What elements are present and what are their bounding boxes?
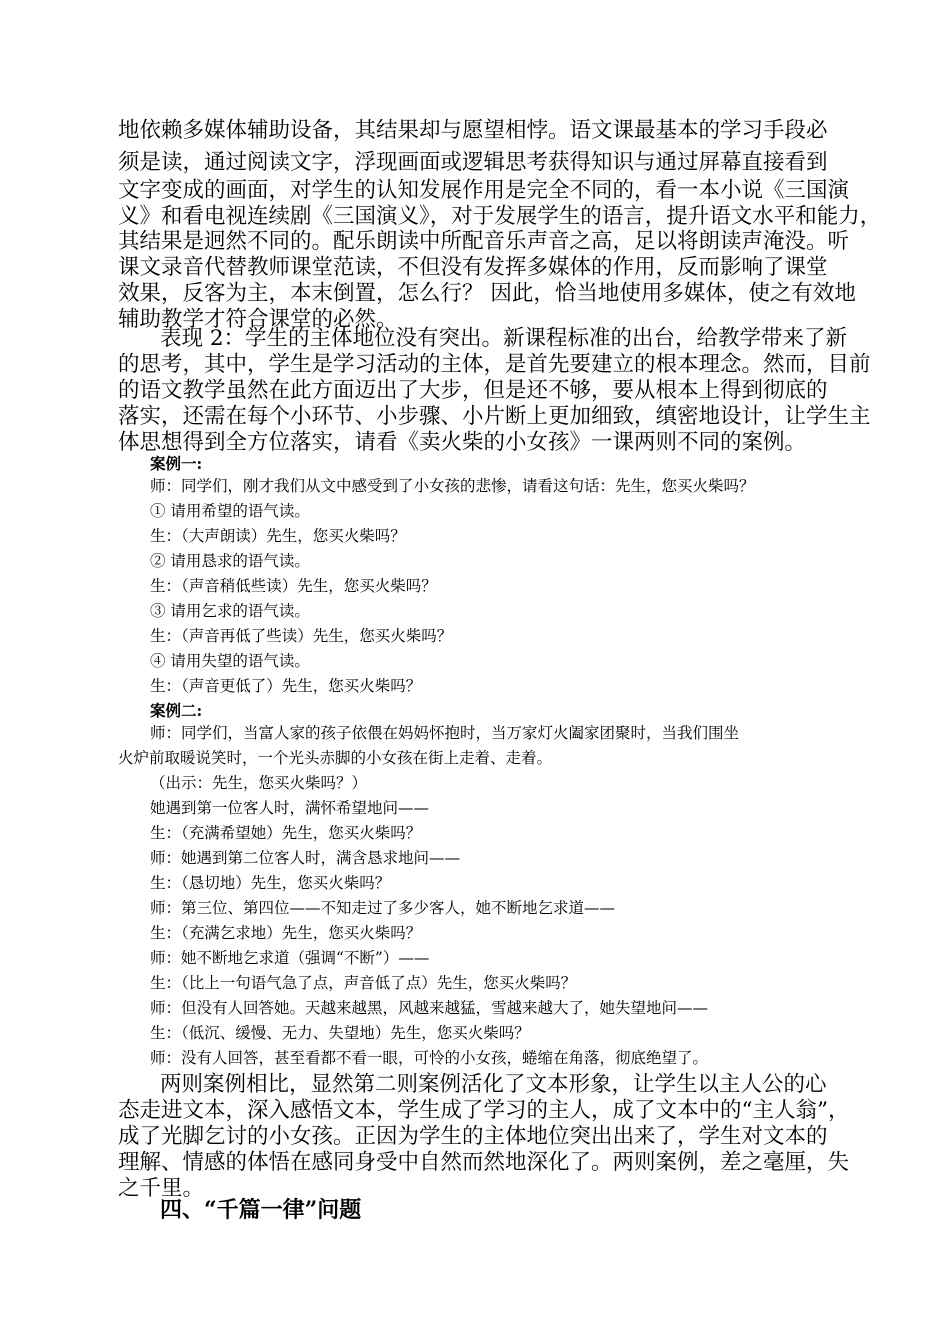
text-line: 的语文教学虽然在此方面迈出了大步，但是还不够，要从根本上得到彻底的 (118, 378, 828, 403)
dialogue-line: 生：（声音再低了些读）先生，您买火柴吗？ (150, 627, 453, 645)
text-line: 须是读，通过阅读文字，浮现画面或逻辑思考获得知识与通过屏幕直接看到 (118, 150, 828, 175)
text-line: 效果，反客为主，本末倒置，怎么行？ 因此，恰当地使用多媒体，使之有效地 (118, 281, 856, 306)
text-line: 课文录音代替教师课堂范读，不但没有发挥多媒体的作用，反而影响了课堂 (118, 255, 828, 280)
dialogue-line: 火炉前取暖说笑时，一个光头赤脚的小女孩在街上走着、走着。 (118, 749, 553, 767)
text-line: 之千里。 (118, 1176, 205, 1201)
dialogue-line: 师：第三位、第四位——不知走过了多少客人，她不断地乞求道—— (150, 899, 616, 917)
dialogue-line: 师：同学们，当富人家的孩子依偎在妈妈怀抱时，当万家灯火阖家团聚时，当我们围坐 (150, 724, 740, 742)
dialogue-line: 她遇到第一位客人时，满怀希望地问—— (150, 799, 430, 817)
dialogue-line: 师：同学们，刚才我们从文中感受到了小女孩的悲惨，请看这句话：先生，您买火柴吗？ (150, 477, 755, 495)
dialogue-line: （出示：先生，您买火柴吗？） (150, 774, 368, 792)
dialogue-line: 生：（声音更低了）先生，您买火柴吗？ (150, 677, 422, 695)
dialogue-line: 师：她遇到第二位客人时，满含恳求地问—— (150, 849, 461, 867)
dialogue-line: 生：（充满希望她）先生，您买火柴吗？ (150, 824, 422, 842)
text-line: 理解、情感的体悟在感同身受中自然而然地深化了。两则案例，差之毫厘，失 (118, 1150, 850, 1175)
text-line: 表现 2：学生的主体地位没有突出。新课程标准的出台，给教学带来了新 (160, 326, 848, 351)
text-line: 落实，还需在每个小环节、小步骤、小片断上更加细致，缜密地设计，让学生主 (118, 404, 871, 429)
section-heading: 四、“千篇一律”问题 (160, 1197, 362, 1223)
dialogue-line: ③ 请用乞求的语气读。 (150, 602, 310, 620)
dialogue-line: ① 请用希望的语气读。 (150, 502, 310, 520)
text-line: 辅助教学才符合课堂的必然。 (118, 307, 398, 332)
dialogue-line: 生：（比上一句语气急了点，声音低了点）先生，您买火柴吗？ (150, 974, 577, 992)
dialogue-line: ④ 请用失望的语气读。 (150, 652, 310, 670)
text-line: 地依赖多媒体辅助设备，其结果却与愿望相悖。语文课最基本的学习手段必 (118, 118, 828, 143)
dialogue-line: 师：她不断地乞求道（强调“不断”）—— (150, 949, 430, 967)
dialogue-line: ② 请用恳求的语气读。 (150, 552, 310, 570)
dialogue-line: 生：（恳切地）先生，您买火柴吗？ (150, 874, 391, 892)
text-line: 态走进文本，深入感悟文本，学生成了学习的主人，成了文本中的“主人翁”， (118, 1098, 850, 1123)
dialogue-line: 师：没有人回答，甚至看都不看一眼，可怜的小女孩，蜷缩在角落，彻底绝望了。 (150, 1049, 709, 1067)
dialogue-line: 生：（声音稍低些读）先生，您买火柴吗？ (150, 577, 437, 595)
dialogue-line: 生：（大声朗读）先生，您买火柴吗？ (150, 527, 406, 545)
text-line: 成了光脚乞讨的小女孩。正因为学生的主体地位突出出来了，学生对文本的 (118, 1124, 828, 1149)
text-line: 的思考，其中，学生是学习活动的主体，是首先要建立的根本理念。然而，目前 (118, 352, 871, 377)
dialogue-line: 师：但没有人回答她。天越来越黑，风越来越猛，雪越来越大了，她失望地问—— (150, 999, 709, 1017)
dialogue-line: 生：（充满乞求地）先生，您买火柴吗？ (150, 924, 422, 942)
text-line: 文字变成的画面，对学生的认知发展作用是完全不同的，看一本小说《三国演 (118, 178, 850, 203)
case-2-title: 案例二: (150, 701, 203, 720)
dialogue-line: 生：（低沉、缓慢、无力、失望地）先生，您买火柴吗？ (150, 1024, 530, 1042)
case-1-title: 案例一: (150, 454, 203, 473)
text-line: 两则案例相比，显然第二则案例活化了文本形象，让学生以主人公的心 (160, 1072, 827, 1097)
text-line: 其结果是迥然不同的。配乐朗读中所配音乐声音之高，足以将朗读声淹没。听 (118, 229, 850, 254)
text-line: 体思想得到全方位落实，请看《卖火柴的小女孩》一课两则不同的案例。 (118, 430, 807, 455)
text-line: 义》和看电视连续剧《三国演义》，对于发展学生的语言，提升语文水平和能力， (118, 204, 882, 229)
